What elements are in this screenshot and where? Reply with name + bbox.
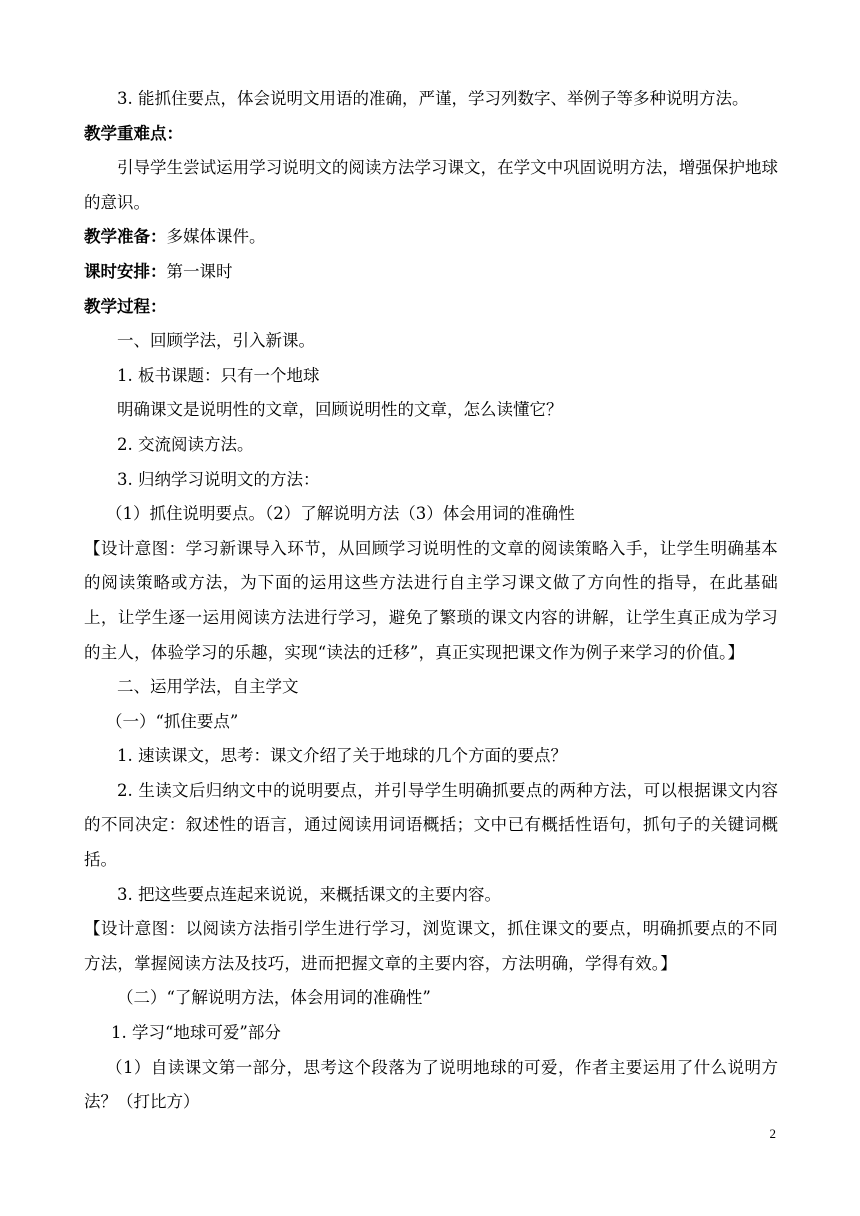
- section-1-item-3-detail: （1）抓住说明要点。（2）了解说明方法（3）体会用词的准确性: [106, 504, 575, 524]
- heading-key-difficulties: 教学重难点：: [84, 123, 183, 143]
- section-2-sub-a-item-3: 3. 把这些要点连起来说说，来概括课文的主要内容。: [117, 884, 501, 904]
- section-2-sub-b-item-1-question: （1）自读课文第一部分，思考这个段落为了说明地球的可爱，作者主要运用了什么说明方法？（打比方）: [84, 1057, 778, 1112]
- section-1-item-2: 2. 交流阅读方法。: [117, 434, 254, 454]
- section-1-item-3: 3. 归纳学习说明文的方法：: [117, 469, 320, 489]
- section-1-title: 一、回顾学法，引入新课。: [117, 331, 315, 351]
- section-2-sub-a-item-1: 1. 速读课文，思考：课文介绍了关于地球的几个方面的要点？: [117, 746, 567, 766]
- section-2-sub-a: （一）“抓住要点”: [106, 711, 239, 731]
- section-2-sub-b: （二）“了解说明方法，体会用词的准确性”: [117, 988, 431, 1008]
- section-2-sub-b-item-1: 1. 学习“地球可爱”部分: [111, 1023, 281, 1043]
- section-2-title: 二、运用学法，自主学文: [117, 677, 299, 697]
- document-page: [84, 82, 778, 1120]
- schedule-value: 第一课时: [166, 261, 233, 281]
- section-2-sub-a-item-2: 2. 生读文后归纳文中的说明要点，并引导学生明确抓要点的两种方法，可以根据课文内容的不同决定：叙述性的语言，通过阅读用词语概括；文中已有概括性语句，抓句子的关键词概括。: [84, 780, 778, 870]
- preparation-line: [84, 220, 778, 255]
- preparation-label: 教学准备：: [84, 227, 167, 247]
- preparation-value: 多媒体课件。: [166, 227, 266, 247]
- section-1-item-1-detail: 明确课文是说明性的文章，回顾说明性的文章，怎么读懂它？: [117, 400, 563, 420]
- schedule-line: [84, 255, 778, 290]
- design-intent-note-1: 【设计意图：学习新课导入环节，从回顾学习说明性的文章的阅读策略入手，让学生明确基本的阅读策略或方法，为下面的运用这些方法进行自主学习课文做了方向性的指导，在此基础上，让学生逐一运用阅读方法进行学习，避免了繁琐的课文内容的讲解，让学生真正成为学习的主人，体验学习的乐趣，实现“读法的迁移”，真正实现把课文作为例子来学习的价值。】: [84, 538, 778, 662]
- objective-3: 3. 能抓住要点，体会说明文用语的准确，严谨，学习列数字、举例子等多种说明方法。: [117, 89, 749, 108]
- page-number: 2: [769, 1126, 776, 1141]
- schedule-label: 课时安排：: [84, 261, 167, 281]
- section-1-item-1: 1. 板书课题：只有一个地球: [117, 365, 320, 385]
- key-difficulties-text: 引导学生尝试运用学习说明文的阅读方法学习课文，在学文中巩固说明方法，增强保护地球的意识。: [84, 158, 778, 212]
- heading-teaching-process: 教学过程：: [84, 296, 167, 316]
- design-intent-note-2: 【设计意图：以阅读方法指引学生进行学习，浏览课文，抓住课文的要点，明确抓要点的不同方法，掌握阅读方法及技巧，进而把握文章的主要内容，方法明确，学得有效。】: [84, 919, 778, 973]
